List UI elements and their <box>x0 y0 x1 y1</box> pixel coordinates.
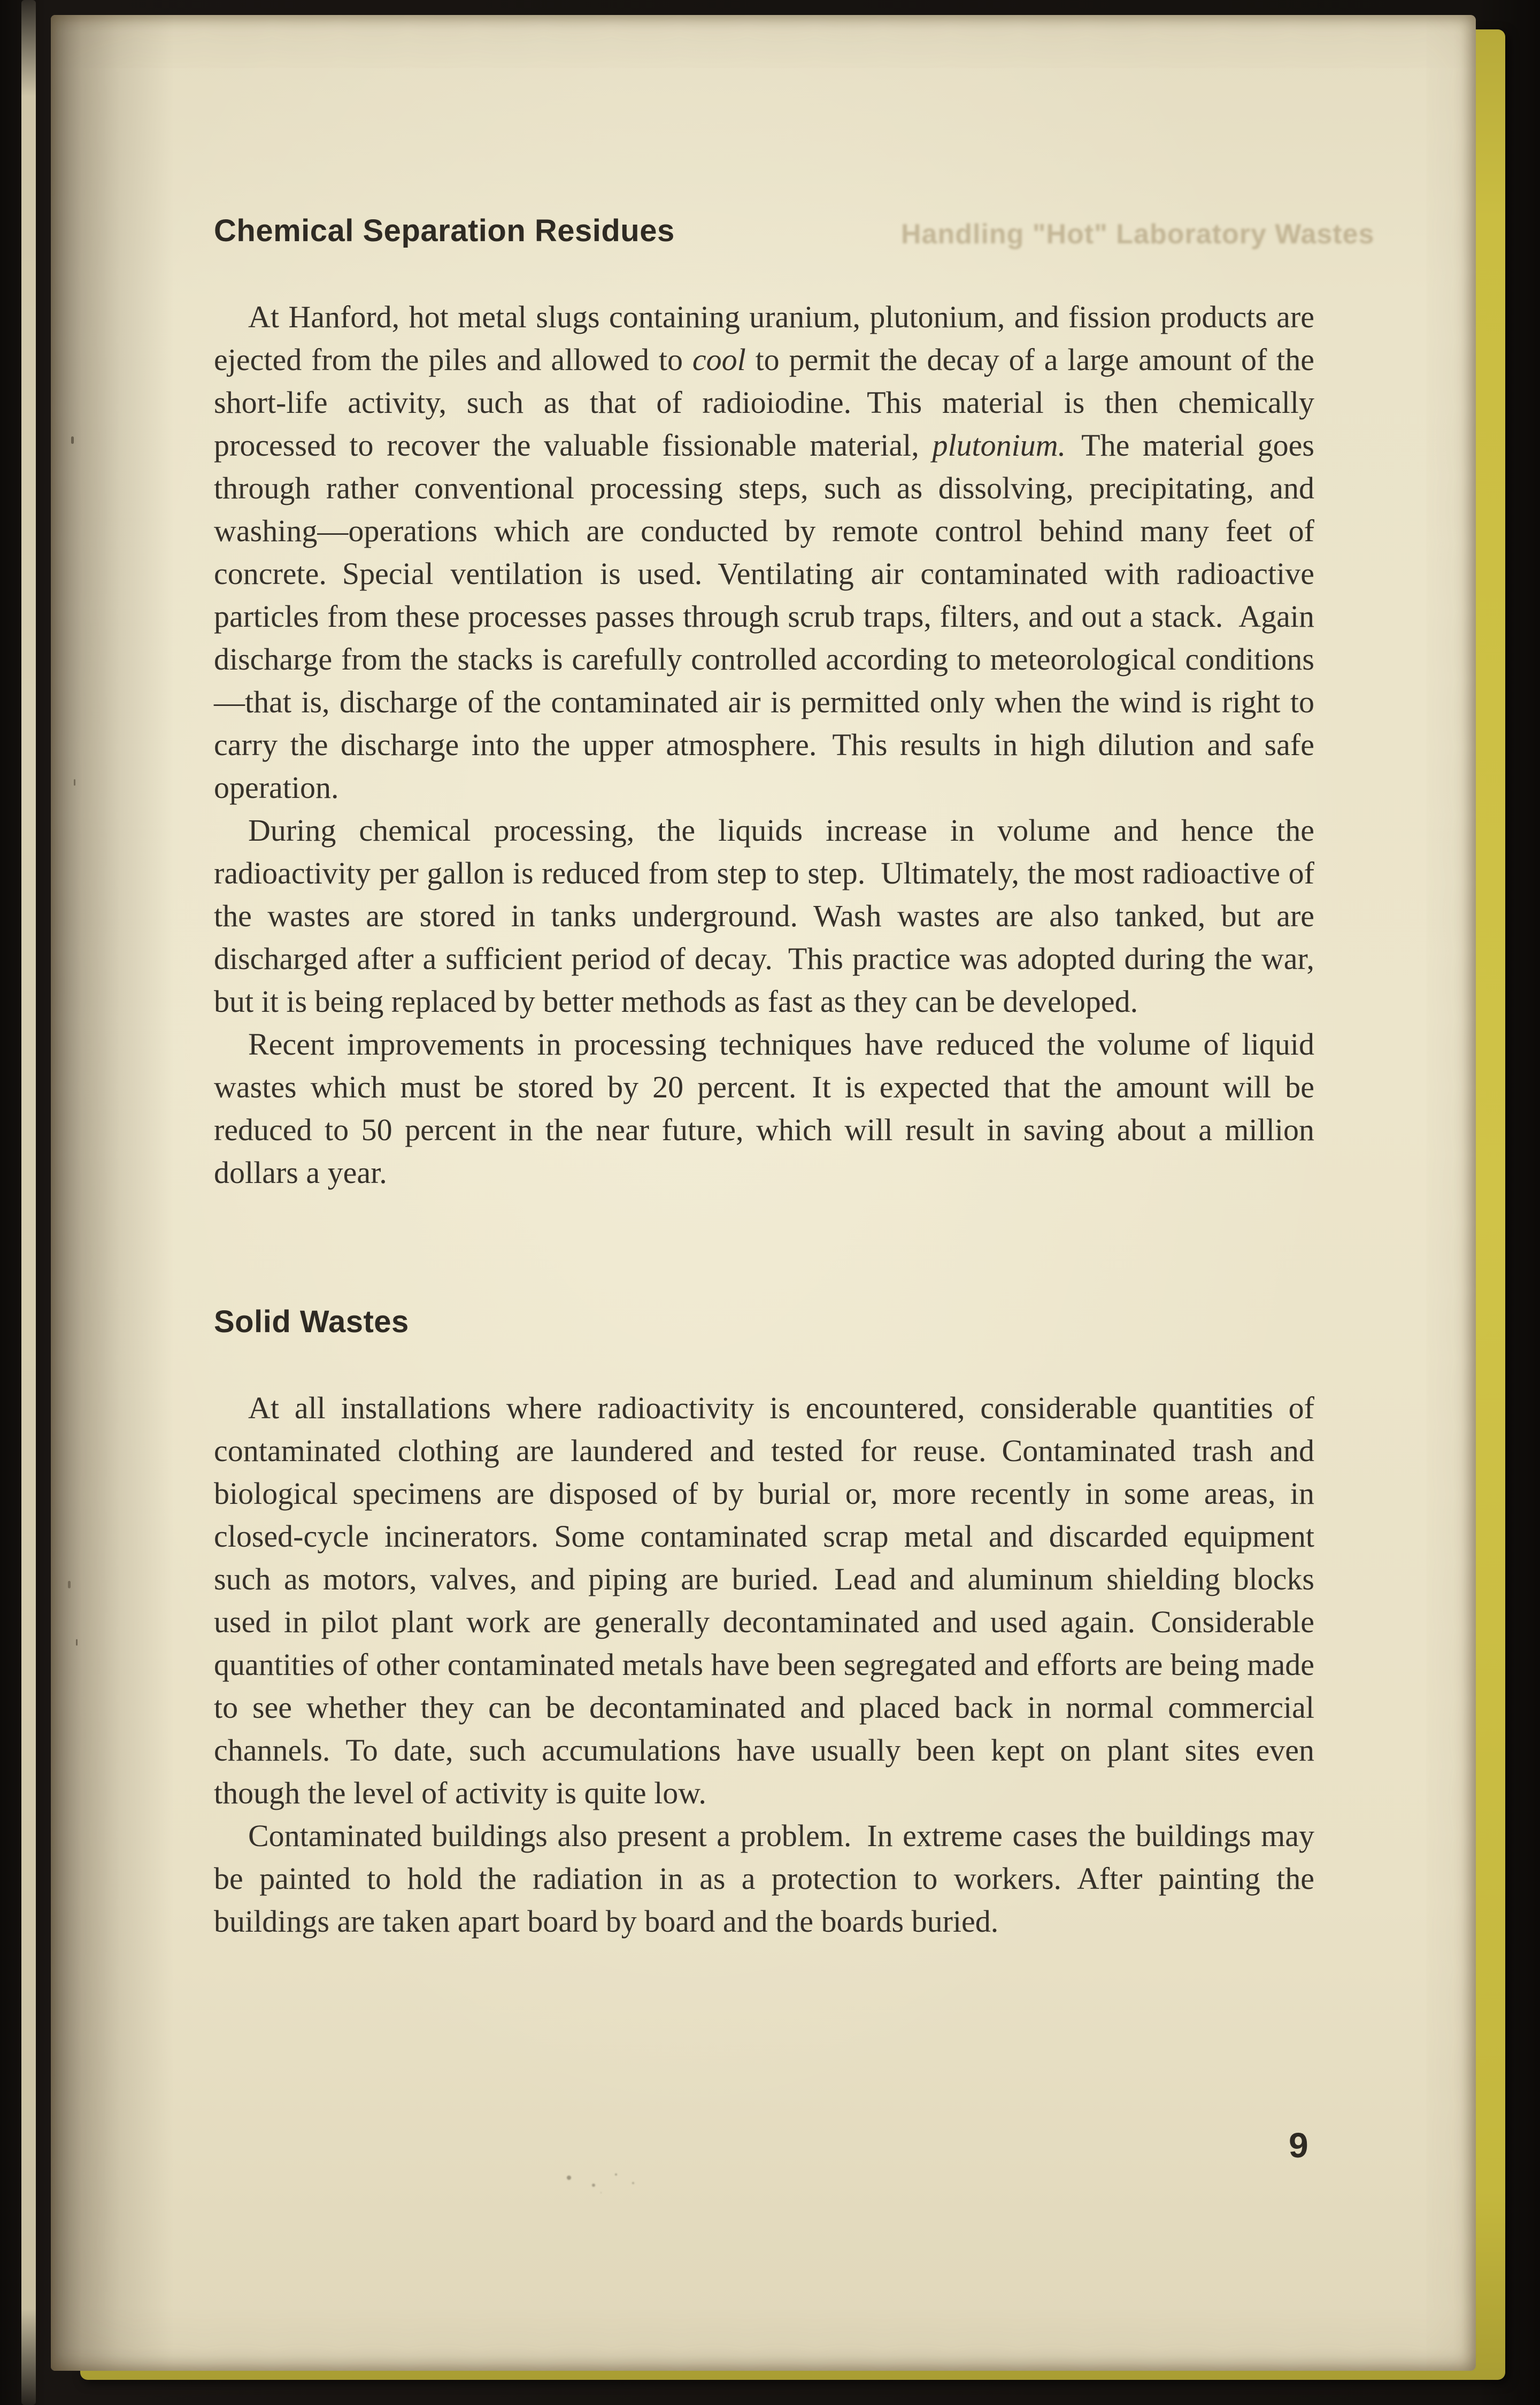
book-page <box>51 15 1476 2371</box>
paragraph <box>214 809 1314 1023</box>
page-number: 9 <box>1289 2125 1308 2165</box>
section-heading: Solid Wastes <box>214 1304 409 1339</box>
section <box>214 213 1314 1194</box>
facing-page-edge <box>21 0 36 2405</box>
section <box>214 1304 1314 1943</box>
italic-text-segment: plutonium. <box>932 428 1066 463</box>
paragraph <box>214 1815 1314 1943</box>
binding-gutter-shadow <box>51 15 174 2371</box>
text-segment: Contaminated buildings also present a problem. In extreme cases the buildings may be painted to hold the radiation in as a protection to workers. After painting the buildings are taken apart board by board and the boards buried. <box>214 1818 1314 1939</box>
paragraph <box>214 1023 1314 1194</box>
section-heading: Chemical Separation Residues <box>214 213 675 248</box>
text-segment: During chemical processing, the liquids increase in volume and hence the radioactivity per gallon is reduced from step to step. Ultimately, the most radioactive of the wastes are stored in tanks underground. Wash wastes are also tanked, but are discharged after a sufficient period of decay. This practice was adopted during the war, but it is being replaced by better methods as fast as they can be developed. <box>214 813 1314 1019</box>
paragraph <box>214 296 1314 809</box>
pencil-marks <box>567 2176 571 2180</box>
italic-text-segment: cool <box>692 342 746 377</box>
text-segment: to permit the decay of a large amount of the short-life activity, such as that of radioiodine. This material is then chemically processed to recover the valuable fissionable material, <box>214 342 1314 463</box>
show-through-ghost-text: Handling "Hot" Laboratory Wastes <box>901 219 1375 250</box>
text-segment: Recent improvements in processing techniques have reduced the volume of liquid wastes which must be stored by 20 percent. It is expected that the amount will be reduced to 50 percent in the near future, which will result in saving about a million dollars a year. <box>214 1027 1314 1190</box>
paragraph <box>214 1387 1314 1815</box>
text-segment: The material goes through rather conventional processing steps, such as dissolving, precipitating, and washing—operations which are conducted by remote control behind many feet of concrete. Special ventilation is used. Ventilating air contaminated with radioactive particles from these processes passes through scrub traps, filters, and out a stack. Again discharge from the stacks is carefully controlled according to meteorological conditions—that is, discharge of the contaminated air is permitted only when the wind is right to carry the discharge into the upper atmosphere. This results in high dilution and safe operation. <box>214 428 1314 805</box>
paper-specks <box>71 436 74 444</box>
text-segment: At all installations where radioactivity is encountered, considerable quantities of contaminated clothing are laundered and tested for reuse. Contaminated trash and biological specimens are disposed of by burial or, more recently in some areas, in closed-cycle incinerators. Some contaminated scrap metal and discarded equipment such as motors, valves, and piping are buried. Lead and aluminum shielding blocks used in pilot plant work are generally decontaminated and used again. Considerable quantities of other contaminated metals have been segregated and efforts are being made to see whether they can be decontaminated and placed back in normal commercial channels. To date, such accumulations have usually been kept on plant sites even though the level of activity is quite low. <box>214 1390 1314 1810</box>
text-segment: At Hanford, hot metal slugs containing uranium, plutonium, and fission products are ejected from the piles and allowed to <box>214 299 1314 377</box>
page-text-column <box>214 213 1314 1943</box>
